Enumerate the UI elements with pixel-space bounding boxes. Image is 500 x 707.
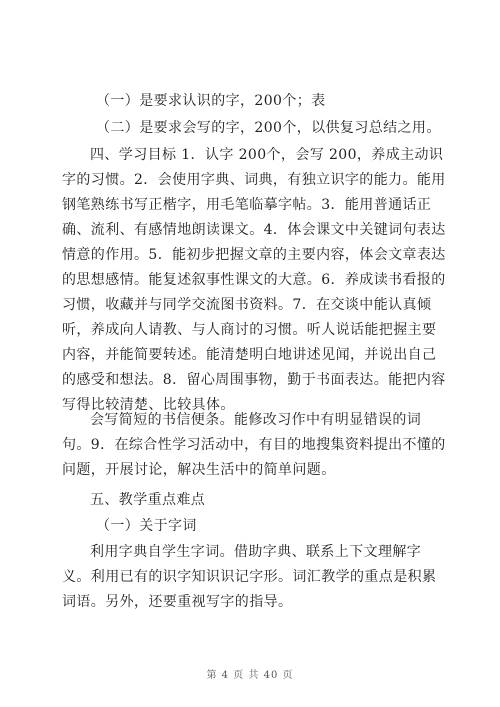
page-number-footer: 第 4 页 共 40 页 [206,670,294,681]
paragraph-dictionary-study: 利用字典自学生字词。借助字典、联系上下文理解字义。利用已有的识字知识识记字形。词汇教学的重点是积累词语。另外，还要重视写字的指导。 [62,544,437,610]
paragraph-letter-writing: 会写简短的书信便条。能修改习作中有明显错误的词句。9．在综合性学习活动中，有目的地搜集资料提出不懂的问题，开展讨论，解决生活中的简单问题。 [62,412,446,478]
paragraph-recognize-chars: （一）是要求认识的字，200个；表 [96,93,326,109]
section-heading-key-points: 五、教学重点难点 [90,492,206,508]
paragraph-write-chars: （二）是要求会写的字，200个，以供复习总结之用。 [96,120,441,136]
subsection-heading-words: （一）关于字词 [96,518,197,534]
paragraph-learning-goals: 四、学习目标 1．认字 200个，会写 200，养成主动识字的习惯。2．会使用字典、词典，有独立识字的能力。能用钢笔熟练书写正楷字，用毛笔临摹字帖。3．能用普通话正确、流利、有感情地朗读课文。4．体会课文中关键词句表达情意的作用。5．能初步把握文章的主要内容，体会文章表达的思想感情。能复述叙事性课文的大意。6．养成读书看报的习惯，收藏并与同学交流图书资料。7．在交谈中能认真倾听，养成向人请教、与人商讨的习惯。听人说话能把握主要内容，并能简要转述。能清楚明白地讲述见闻，并说出自己的感受和想法。8．留心周围事物，勤于书面表达。能把内容写得比较清楚、比较具体。 [62,147,446,413]
